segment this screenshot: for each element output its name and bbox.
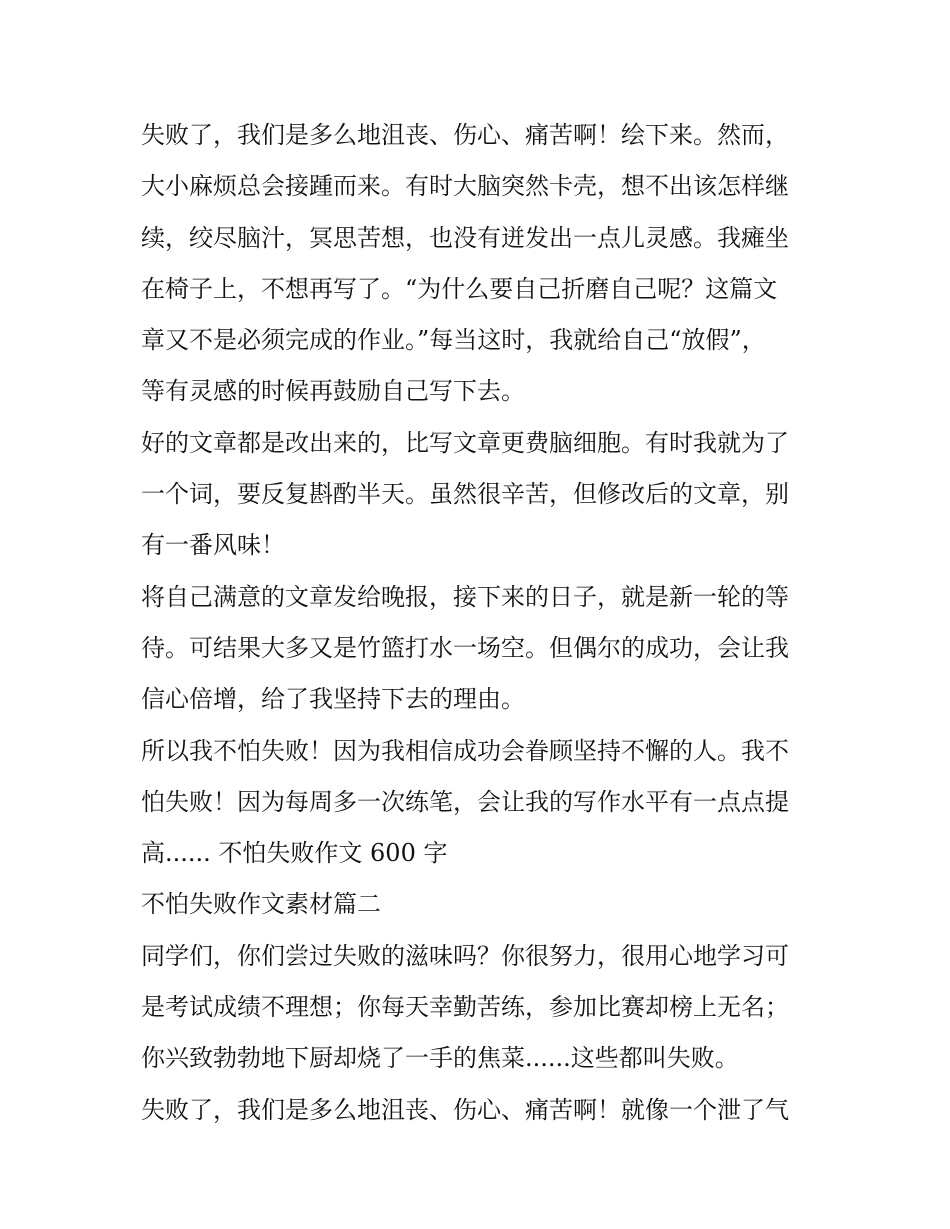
text-line: 将自己满意的文章发给晚报，接下来的日子，就是新一轮的等 [141, 582, 789, 611]
text-line: 你兴致勃勃地下厨却烧了一手的焦菜......这些都叫失败。 [141, 1044, 739, 1073]
text-line: 大小麻烦总会接踵而来。有时大脑突然卡壳，想不出该怎样继 [141, 172, 789, 201]
text-line: 等有灵感的时候再鼓励自己写下去。 [141, 377, 525, 406]
text-line: 有一番风味！ [141, 531, 285, 560]
text-line: 信心倍增，给了我坚持下去的理由。 [141, 685, 525, 714]
text-line: 失败了，我们是多么地沮丧、伤心、痛苦啊！就像一个泄了气 [141, 1095, 789, 1124]
text-line: 同学们，你们尝过失败的滋味吗？你很努力，很用心地学习可 [141, 941, 789, 970]
document-body [141, 110, 816, 1136]
text-line: 续，绞尽脑汁，冥思苦想，也没有迸发出一点儿灵感。我瘫坐 [141, 223, 789, 252]
text-line: 一个词，要反复斟酌半天。虽然很辛苦，但修改后的文章，别 [141, 480, 789, 509]
text-line: 高...... 不怕失败作文 600 字 [141, 839, 448, 868]
text-line: 章又不是必须完成的作业。”每当这时，我就给自己“放假”， [141, 326, 766, 355]
text-line: 所以我不怕失败！因为我相信成功会眷顾坚持不懈的人。我不 [141, 736, 789, 765]
text-line: 怕失败！因为每周多一次练笔，会让我的写作水平有一点点提 [141, 787, 789, 816]
text-line: 好的文章都是改出来的，比写文章更费脑细胞。有时我就为了 [141, 428, 789, 457]
text-line: 待。可结果大多又是竹篮打水一场空。但偶尔的成功，会让我 [141, 633, 789, 662]
text-line: 是考试成绩不理想；你每天幸勤苦练，参加比赛却榜上无名； [141, 993, 789, 1022]
text-line: 失败了，我们是多么地沮丧、伤心、痛苦啊！绘下来。然而， [141, 121, 789, 149]
section-heading: 不怕失败作文素材篇二 [141, 890, 381, 919]
text-line: 在椅子上，不想再写了。“为什么要自己折磨自己呢？这篇文 [141, 274, 778, 303]
